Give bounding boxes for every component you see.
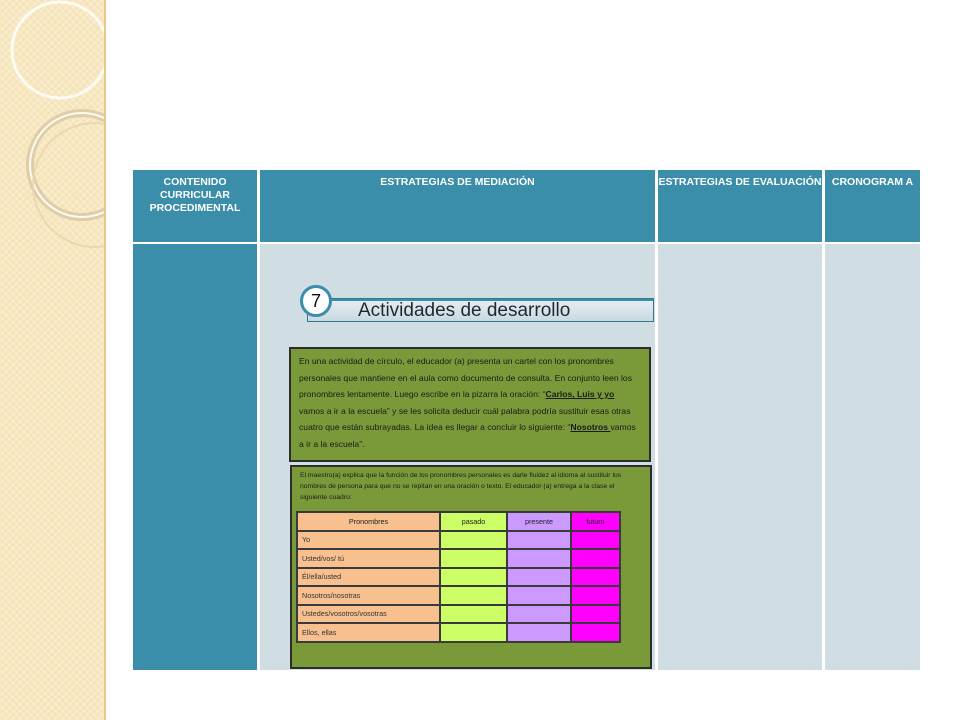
banner-background — [308, 301, 653, 321]
futuro-cell — [571, 623, 620, 642]
activity-underlined-1: Carlos, Luis y yo — [545, 389, 615, 399]
activity-text-part1: En una actividad de círculo, el educador (a) presenta un cartel con los pronombres personales que mantiene en el aula como documento de consulta. En conjunto leen los pronombres lentamente. Luego escribe en la pizarra la oración: “ — [299, 356, 632, 399]
table-row — [297, 549, 620, 568]
activity-text-part3: vamos a ir a la escuela”. — [299, 422, 636, 449]
header-evaluacion: ESTRATEGIAS DE EVALUACIÓN — [658, 170, 822, 242]
pronoun-cell: Usted/vos/ tú — [297, 549, 440, 568]
futuro-cell — [571, 549, 620, 568]
pasado-cell — [440, 531, 507, 550]
pasado-cell — [440, 549, 507, 568]
table-row — [297, 623, 620, 642]
pasado-cell — [440, 568, 507, 587]
pasado-cell — [440, 605, 507, 624]
header-presente: presente — [507, 512, 571, 531]
decorative-sidebar — [0, 0, 106, 720]
table-row — [297, 586, 620, 605]
header-futuro: futuro — [571, 512, 620, 531]
pronoun-cell: Él/ella/usted — [297, 568, 440, 587]
pronoun-table-header — [297, 512, 620, 531]
pronoun-cell: Ustedes/vosotros/vosotras — [297, 605, 440, 624]
table-row — [297, 531, 620, 550]
activity-text-part2: vamos a ir a la escuela” y se les solicita deducir cuál palabra podría sustituir esas otras cuatro que están subrayadas. La idea es llegar a concluir lo siguiente: “ — [299, 405, 631, 432]
futuro-cell — [571, 531, 620, 550]
futuro-cell — [571, 568, 620, 587]
decorative-circles-icon — [0, 0, 104, 720]
header-cronograma: CRONOGRAM A — [825, 170, 920, 242]
cell-evaluacion — [658, 244, 822, 670]
pasado-cell — [440, 586, 507, 605]
pronoun-cell: Yo — [297, 531, 440, 550]
step-number-badge: 7 — [300, 285, 332, 317]
table-row — [297, 605, 620, 624]
step-title: Actividades de desarrollo — [358, 300, 571, 321]
activity-underlined-2: Nosotros — [570, 422, 611, 432]
futuro-cell — [571, 586, 620, 605]
header-pronombres: Pronombres — [297, 512, 440, 531]
step-banner — [307, 298, 654, 322]
presente-cell — [507, 586, 571, 605]
header-contenido: CONTENIDO CURRICULAR PROCEDIMENTAL — [133, 170, 257, 242]
table-row — [297, 568, 620, 587]
presente-cell — [507, 549, 571, 568]
cell-cronograma — [825, 244, 920, 670]
presente-cell — [507, 623, 571, 642]
header-mediacion: ESTRATEGIAS DE MEDIACIÓN — [260, 170, 655, 242]
pronoun-table — [296, 511, 621, 643]
presente-cell — [507, 568, 571, 587]
activity-text-box — [289, 347, 651, 462]
presente-cell — [507, 605, 571, 624]
explanation-text: El maestro(a) explica que la función de los pronombres personales es darle fluidez al idioma al sustituir los nombres de persona para que no se repitan en una oración o texto. El educador (a) entrega a la clase el siguiente cuadro: — [300, 472, 622, 501]
pronoun-cell: Ellos, ellas — [297, 623, 440, 642]
header-pasado: pasado — [440, 512, 507, 531]
cell-contenido — [133, 244, 257, 670]
pronoun-cell: Nosotros/nosotras — [297, 586, 440, 605]
futuro-cell — [571, 605, 620, 624]
presente-cell — [507, 531, 571, 550]
pasado-cell — [440, 623, 507, 642]
